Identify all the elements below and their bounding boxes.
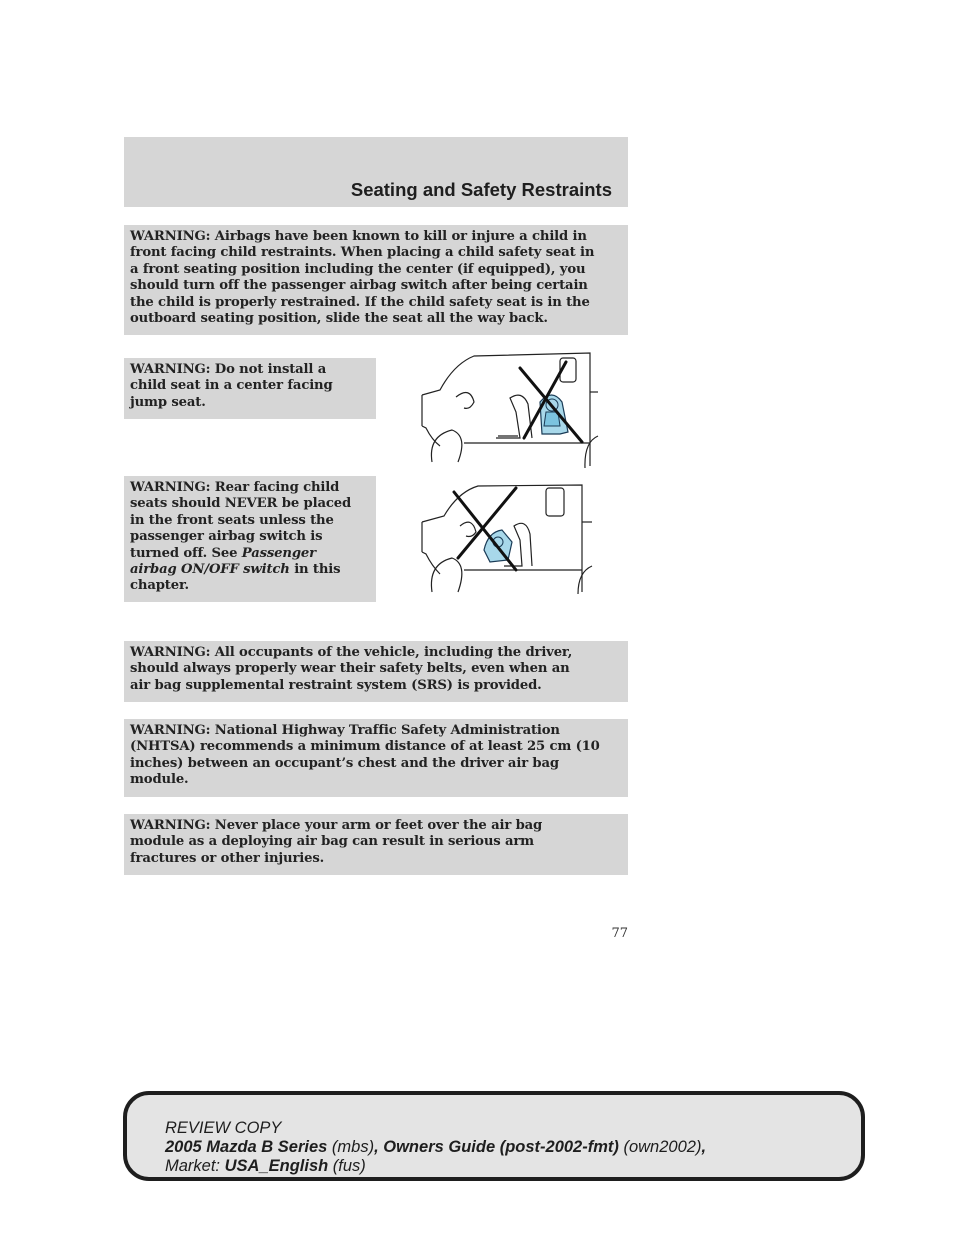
reference-link-text: airbag ON/OFF switch [130,562,290,578]
section-title: Seating and Safety Restraints [350,179,612,200]
separator: , [374,1138,384,1156]
warning-text: turned off. See [130,545,242,561]
document-info-line [165,1138,706,1157]
warning-line: inches) between an occupant’s chest and the driver air bag [130,755,559,771]
warning-line: jump seat. [130,394,206,410]
warning-line: outboard seating position, slide the seat all the way back. [130,311,548,327]
market-line [165,1157,706,1176]
warning-line-with-reference [130,562,370,578]
warning-line: in the front seats unless the [130,512,334,528]
review-copy-text [165,1119,706,1176]
guide-name: Owners Guide (post-2002-fmt) [383,1138,619,1156]
section-header [124,137,628,207]
warning-line-with-reference [130,546,370,562]
warning-line: WARNING: Rear facing child [130,480,340,495]
market-code: (fus) [328,1157,366,1175]
warning-box-jump-seat [124,358,376,419]
model-code: (mbs) [327,1138,375,1156]
warning-line: the child is properly restrained. If the child safety seat is in the [130,294,590,310]
warning-box-rear-facing [124,476,376,602]
warning-line: passenger airbag switch is [130,529,323,545]
warning-line: fractures or other injuries. [130,850,325,866]
warning-line: WARNING: Never place your arm or feet over the air bag [130,818,543,833]
market-name: USA_English [224,1157,329,1175]
warning-line: a front seating position including the center (if equipped), you [130,261,586,277]
warning-box-nhtsa-distance [124,719,628,797]
crossed-out-rear-facing-child-seat-illustration [418,482,600,594]
warning-line: should turn off the passenger airbag switch after being certain [130,278,588,294]
warning-line: WARNING: All occupants of the vehicle, including the driver, [130,645,573,660]
guide-code: (own2002) [618,1138,702,1156]
warning-line: front facing child restraints. When placing a child safety seat in [130,245,595,261]
crossed-out-jump-seat-child-seat-illustration [418,350,600,468]
market-label: Market: [165,1157,225,1175]
warning-line: module. [130,772,189,788]
model-name: 2005 Mazda B Series [165,1138,328,1156]
warning-box-front-facing [124,225,628,335]
warning-box-safety-belts [124,641,628,702]
warning-line: module as a deploying air bag can result in serious arm [130,834,534,850]
warning-line: air bag supplemental restraint system (SRS) is provided. [130,677,542,693]
warning-line: WARNING: Do not install a [130,362,327,377]
warning-line: WARNING: Airbags have been known to kill or injure a child in [130,229,587,244]
warning-line: should always properly wear their safety belts, even when an [130,661,570,677]
warning-line: (NHTSA) recommends a minimum distance of at least 25 cm (10 [130,739,600,755]
warning-line: WARNING: National Highway Traffic Safety Administration [130,723,560,738]
review-copy-footer [123,1091,865,1181]
review-copy-label: REVIEW COPY [165,1119,282,1137]
warning-line: chapter. [130,578,189,594]
warning-box-arm-feet [124,814,628,875]
reference-link-text: Passenger [241,545,316,561]
separator: , [701,1138,707,1156]
warning-line: seats should NEVER be placed [130,496,352,512]
warning-line: child seat in a center facing [130,378,333,394]
page-number: 77 [611,926,628,941]
warning-text: in this [289,562,341,578]
